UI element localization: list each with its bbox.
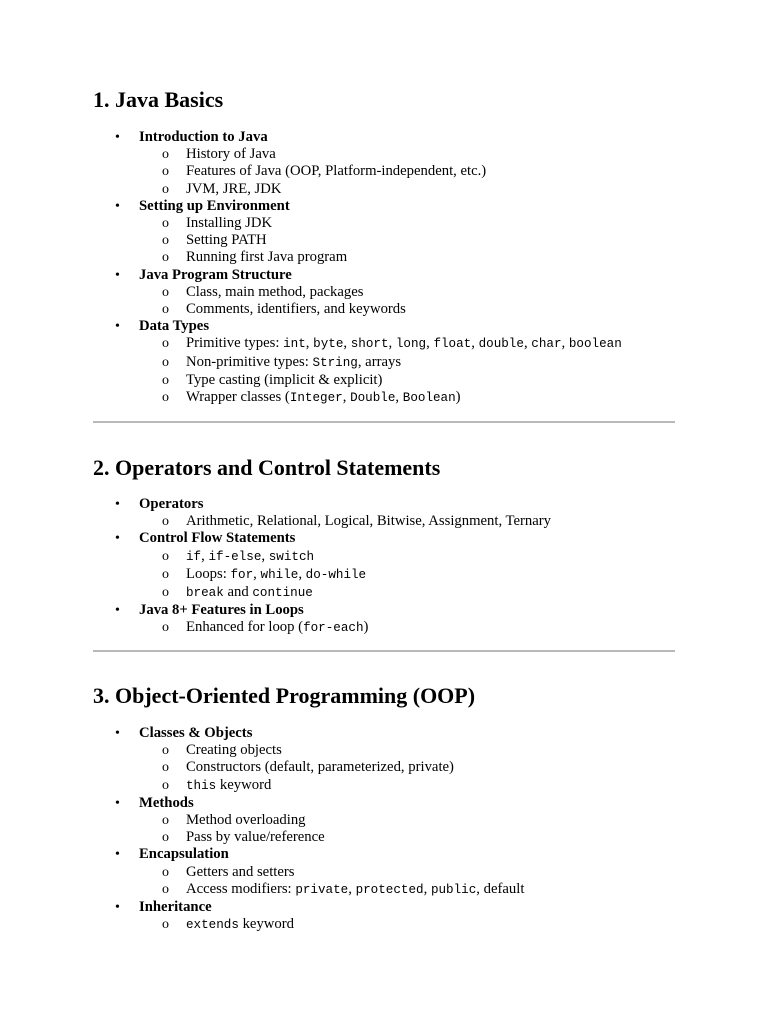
code-keyword: Boolean [402, 391, 456, 406]
topic-label: Inheritance [139, 899, 212, 916]
subtopic-item: o Class, main method, packages [162, 283, 364, 300]
sub-bullet-icon: o [162, 302, 169, 318]
subtopic-item: o History of Java [162, 146, 276, 163]
section-2-title: 2. Operators and Control Statements [93, 455, 441, 480]
topic-item [93, 846, 675, 899]
subtopic-list [139, 916, 675, 934]
sub-bullet-icon: o [162, 514, 169, 530]
topic-item [93, 530, 675, 602]
topic-label: Data Types [139, 318, 210, 335]
topic-item [93, 129, 675, 198]
subtopic-list [139, 742, 675, 795]
code-keyword: char [531, 337, 562, 352]
code-keyword: int [283, 337, 306, 352]
code-keyword: protected [355, 882, 424, 897]
topic-item [93, 602, 675, 637]
topic-label: Operators [139, 496, 204, 512]
subtopic-list [139, 335, 675, 407]
sub-bullet-icon: o [162, 372, 169, 388]
code-keyword: continue [252, 586, 313, 601]
topic-item [93, 198, 675, 267]
sub-bullet-icon: o [162, 620, 169, 636]
subtopic-list [139, 548, 675, 603]
bullet-icon: • [115, 267, 120, 283]
topic-label: Methods [139, 794, 194, 811]
subtopic-item: o Setting PATH [162, 232, 267, 249]
code-keyword: Double [350, 391, 396, 406]
subtopic-list [139, 619, 675, 637]
subtopic-item: o Primitive types: int, byte, short, long, float, double, char, boolean [162, 335, 622, 352]
subtopic-item: o break and continue [162, 584, 313, 601]
subtopic-item: o Running first Java program [162, 249, 348, 266]
code-keyword: byte [313, 337, 344, 352]
subtopic-item: o Features of Java (OOP, Platform-independent, etc.) [162, 163, 487, 180]
topic-label: Java Program Structure [139, 266, 292, 283]
topic-label: Encapsulation [139, 846, 229, 863]
code-keyword: float [433, 337, 472, 352]
bullet-icon: • [115, 198, 120, 214]
bullet-icon: • [115, 847, 120, 863]
subtopic-item: o Wrapper classes (Integer, Double, Boolean) [162, 389, 461, 406]
code-keyword: if-else [208, 549, 262, 564]
bullet-icon: • [115, 130, 120, 145]
section-1-list [93, 129, 675, 407]
code-keyword: while [260, 567, 299, 582]
subtopic-item: o Comments, identifiers, and keywords [162, 301, 406, 318]
sub-bullet-icon: o [162, 864, 169, 880]
topic-item [93, 496, 675, 530]
sub-bullet-icon: o [162, 548, 169, 564]
subtopic-item: o Pass by value/reference [162, 829, 325, 846]
topic-label: Java 8+ Features in Loops [139, 602, 304, 619]
sub-bullet-icon: o [162, 164, 169, 180]
section-1-title: 1. Java Basics [93, 87, 224, 112]
code-keyword: for-each [303, 621, 364, 636]
sub-bullet-icon: o [162, 760, 169, 776]
subtopic-item: o Loops: for, while, do-while [162, 565, 367, 582]
subtopic-item: o Getters and setters [162, 863, 295, 880]
subtopic-list [139, 513, 675, 530]
topic-item [93, 899, 675, 934]
bullet-icon: • [115, 900, 120, 916]
sub-bullet-icon: o [162, 216, 169, 232]
topic-item [93, 795, 675, 847]
sub-bullet-icon: o [162, 813, 169, 829]
topic-item [93, 318, 675, 407]
sub-bullet-icon: o [162, 250, 169, 266]
code-keyword: if [186, 549, 202, 564]
sub-bullet-icon: o [162, 390, 169, 406]
topic-label: Introduction to Java [139, 129, 268, 145]
subtopic-item: o Method overloading [162, 812, 306, 829]
subtopic-item: o JVM, JRE, JDK [162, 180, 282, 197]
code-keyword: public [430, 882, 477, 897]
topic-label: Control Flow Statements [139, 530, 296, 547]
subtopic-item: o Arithmetic, Relational, Logical, Bitwise, Assignment, Ternary [162, 513, 551, 530]
sub-bullet-icon: o [162, 233, 169, 249]
subtopic-list [139, 215, 675, 267]
section-divider [93, 650, 675, 652]
subtopic-item: o Non-primitive types: String, arrays [162, 353, 402, 370]
bullet-icon: • [115, 319, 120, 335]
sub-bullet-icon: o [162, 181, 169, 197]
bullet-icon: • [115, 795, 120, 811]
code-keyword: for [230, 567, 254, 582]
bullet-icon: • [115, 531, 120, 547]
bullet-icon: • [115, 603, 120, 619]
section-2-list [93, 496, 675, 638]
section-3-title: 3. Object-Oriented Programming (OOP) [93, 683, 476, 708]
sub-bullet-icon: o [162, 284, 169, 300]
subtopic-item: o Type casting (implicit & explicit) [162, 371, 383, 388]
sub-bullet-icon: o [162, 881, 169, 897]
code-keyword: extends [186, 918, 239, 933]
subtopic-item: o if, if-else, switch [162, 547, 315, 564]
code-keyword: switch [268, 549, 315, 564]
topic-label: Setting up Environment [139, 197, 290, 214]
subtopic-list [139, 146, 675, 198]
code-keyword: this [186, 778, 217, 793]
subtopic-list [139, 284, 675, 318]
sub-bullet-icon: o [162, 917, 169, 933]
subtopic-list [139, 864, 675, 899]
section-3-list [93, 725, 675, 934]
subtopic-item: o Enhanced for loop (for-each) [162, 619, 369, 636]
sub-bullet-icon: o [162, 830, 169, 846]
topic-item [93, 725, 675, 795]
sub-bullet-icon: o [162, 147, 169, 163]
code-keyword: do-while [305, 567, 367, 582]
subtopic-item: o Creating objects [162, 742, 282, 759]
topic-item [93, 267, 675, 319]
subtopic-item: o extends keyword [162, 916, 294, 933]
sub-bullet-icon: o [162, 336, 169, 352]
sub-bullet-icon: o [162, 354, 169, 370]
subtopic-item: o this keyword [162, 776, 272, 793]
section-divider [93, 421, 675, 423]
code-keyword: double [478, 337, 524, 352]
code-keyword: break [186, 586, 224, 601]
code-keyword: long [395, 337, 427, 352]
sub-bullet-icon: o [162, 743, 169, 759]
sub-bullet-icon: o [162, 585, 169, 601]
code-keyword: boolean [568, 337, 622, 352]
topic-label: Classes & Objects [139, 725, 253, 741]
code-keyword: private [295, 882, 349, 897]
bullet-icon: • [115, 497, 120, 512]
subtopic-list [139, 812, 675, 846]
subtopic-item: o Installing JDK [162, 215, 273, 232]
sub-bullet-icon: o [162, 566, 169, 582]
code-keyword: String [312, 355, 358, 370]
sub-bullet-icon: o [162, 777, 169, 793]
subtopic-item: o Access modifiers: private, protected, public, default [162, 880, 525, 897]
bullet-icon: • [115, 726, 120, 741]
code-keyword: short [350, 337, 389, 352]
code-keyword: Integer [289, 391, 343, 406]
subtopic-item: o Constructors (default, parameterized, private) [162, 759, 454, 776]
